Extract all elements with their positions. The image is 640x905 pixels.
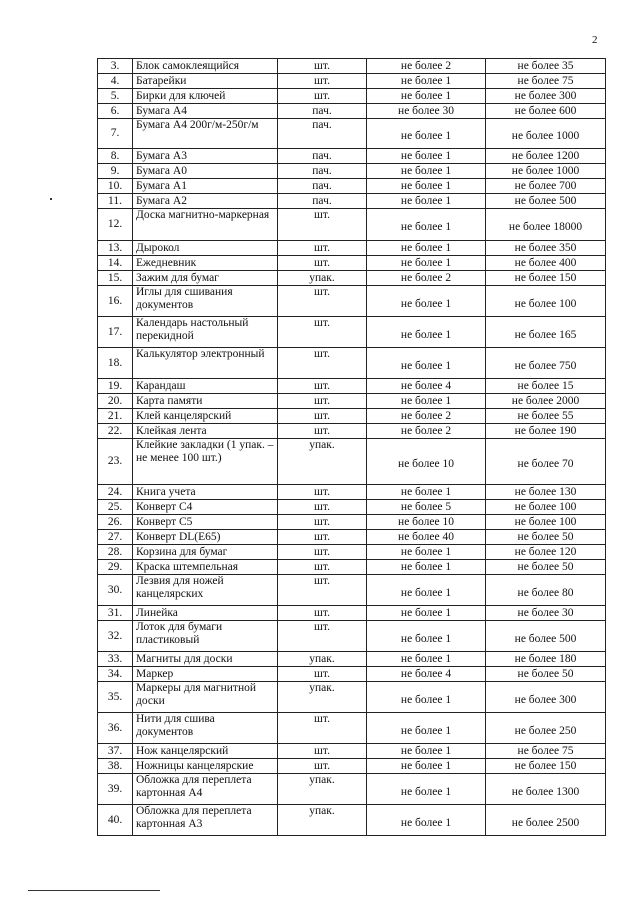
item-name: Календарь настольный перекидной — [133, 317, 278, 348]
item-quantity: не более 1 — [367, 149, 486, 164]
item-price: не более 50 — [486, 560, 606, 575]
item-number: 12. — [98, 209, 133, 241]
item-name: Книга учета — [133, 485, 278, 500]
item-name: Краска штемпельная — [133, 560, 278, 575]
item-number: 18. — [98, 348, 133, 379]
item-quantity: не более 1 — [367, 256, 486, 271]
item-name: Лезвия для ножей канцелярских — [133, 575, 278, 606]
item-unit: пач. — [278, 104, 367, 119]
table-row — [98, 317, 606, 348]
item-quantity: не более 2 — [367, 409, 486, 424]
table-row — [98, 485, 606, 500]
item-unit: упак. — [278, 805, 367, 836]
item-price: не более 2000 — [486, 394, 606, 409]
item-unit: шт. — [278, 74, 367, 89]
table-row — [98, 241, 606, 256]
item-name: Конверт С4 — [133, 500, 278, 515]
item-unit: пач. — [278, 149, 367, 164]
item-number: 14. — [98, 256, 133, 271]
table-row — [98, 256, 606, 271]
item-name: Дырокол — [133, 241, 278, 256]
table-row — [98, 164, 606, 179]
item-number: 23. — [98, 439, 133, 485]
table-row — [98, 774, 606, 805]
item-quantity: не более 1 — [367, 652, 486, 667]
item-quantity: не более 4 — [367, 379, 486, 394]
item-unit: шт. — [278, 209, 367, 241]
item-number: 32. — [98, 621, 133, 652]
item-unit: упак. — [278, 774, 367, 805]
item-name: Клейкая лента — [133, 424, 278, 439]
item-price: не более 120 — [486, 545, 606, 560]
item-number: 30. — [98, 575, 133, 606]
item-name: Клейкие закладки (1 упак. – не менее 100 шт.) — [133, 439, 278, 485]
item-price: не более 300 — [486, 89, 606, 104]
item-price: не более 15 — [486, 379, 606, 394]
item-quantity: не более 1 — [367, 348, 486, 379]
item-unit: упак. — [278, 652, 367, 667]
item-number: 10. — [98, 179, 133, 194]
item-price: не более 50 — [486, 530, 606, 545]
item-quantity: не более 10 — [367, 515, 486, 530]
item-price: не более 1000 — [486, 164, 606, 179]
item-price: не более 250 — [486, 713, 606, 744]
item-number: 22. — [98, 424, 133, 439]
table-row — [98, 515, 606, 530]
item-number: 33. — [98, 652, 133, 667]
item-quantity: не более 1 — [367, 74, 486, 89]
table-row — [98, 621, 606, 652]
table-row — [98, 439, 606, 485]
table-row — [98, 74, 606, 89]
item-number: 29. — [98, 560, 133, 575]
item-unit: шт. — [278, 575, 367, 606]
item-name: Маркеры для магнитной доски — [133, 682, 278, 713]
item-quantity: не более 1 — [367, 286, 486, 317]
item-unit: упак. — [278, 682, 367, 713]
table-row — [98, 286, 606, 317]
item-price: не более 300 — [486, 682, 606, 713]
item-name: Батарейки — [133, 74, 278, 89]
item-number: 4. — [98, 74, 133, 89]
table-row — [98, 89, 606, 104]
item-price: не более 750 — [486, 348, 606, 379]
item-unit: шт. — [278, 545, 367, 560]
supplies-table-body — [98, 59, 606, 836]
table-row — [98, 149, 606, 164]
item-price: не более 70 — [486, 439, 606, 485]
item-quantity: не более 1 — [367, 179, 486, 194]
item-name: Нити для сшива документов — [133, 713, 278, 744]
item-name: Бумага А4 — [133, 104, 278, 119]
item-number: 7. — [98, 119, 133, 149]
table-row — [98, 545, 606, 560]
item-number: 24. — [98, 485, 133, 500]
item-name: Карта памяти — [133, 394, 278, 409]
item-number: 3. — [98, 59, 133, 74]
item-name: Бирки для ключей — [133, 89, 278, 104]
item-quantity: не более 2 — [367, 271, 486, 286]
item-number: 9. — [98, 164, 133, 179]
table-row — [98, 606, 606, 621]
item-name: Обложка для переплета картонная А3 — [133, 805, 278, 836]
item-quantity: не более 1 — [367, 759, 486, 774]
item-quantity: не более 1 — [367, 394, 486, 409]
item-quantity: не более 1 — [367, 744, 486, 759]
item-unit: упак. — [278, 439, 367, 485]
table-row — [98, 394, 606, 409]
table-row — [98, 59, 606, 74]
item-unit: шт. — [278, 500, 367, 515]
item-number: 20. — [98, 394, 133, 409]
item-number: 40. — [98, 805, 133, 836]
item-name: Корзина для бумаг — [133, 545, 278, 560]
item-price: не более 75 — [486, 74, 606, 89]
item-name: Бумага А4 200г/м-250г/м — [133, 119, 278, 149]
item-name: Блок самоклеящийся — [133, 59, 278, 74]
item-number: 35. — [98, 682, 133, 713]
item-price: не более 2500 — [486, 805, 606, 836]
item-name: Нож канцелярский — [133, 744, 278, 759]
item-price: не более 75 — [486, 744, 606, 759]
table-row — [98, 682, 606, 713]
item-unit: пач. — [278, 164, 367, 179]
item-quantity: не более 1 — [367, 209, 486, 241]
item-unit: шт. — [278, 485, 367, 500]
table-row — [98, 409, 606, 424]
item-name: Доска магнитно-маркерная — [133, 209, 278, 241]
item-unit: шт. — [278, 606, 367, 621]
item-price: не более 35 — [486, 59, 606, 74]
item-quantity: не более 1 — [367, 485, 486, 500]
item-price: не более 150 — [486, 759, 606, 774]
item-unit: шт. — [278, 379, 367, 394]
supplies-table — [97, 58, 606, 836]
item-number: 25. — [98, 500, 133, 515]
item-quantity: не более 1 — [367, 317, 486, 348]
footer-rule — [28, 890, 160, 891]
item-quantity: не более 1 — [367, 682, 486, 713]
table-row — [98, 500, 606, 515]
table-row — [98, 667, 606, 682]
item-quantity: не более 1 — [367, 545, 486, 560]
item-unit: пач. — [278, 119, 367, 149]
item-number: 8. — [98, 149, 133, 164]
item-unit: пач. — [278, 179, 367, 194]
item-quantity: не более 10 — [367, 439, 486, 485]
item-name: Иглы для сшивания документов — [133, 286, 278, 317]
item-number: 28. — [98, 545, 133, 560]
table-row — [98, 104, 606, 119]
item-price: не более 55 — [486, 409, 606, 424]
item-number: 21. — [98, 409, 133, 424]
table-row — [98, 759, 606, 774]
item-number: 19. — [98, 379, 133, 394]
item-quantity: не более 1 — [367, 241, 486, 256]
item-number: 26. — [98, 515, 133, 530]
item-price: не более 350 — [486, 241, 606, 256]
item-name: Конверт С5 — [133, 515, 278, 530]
item-price: не более 500 — [486, 621, 606, 652]
item-quantity: не более 1 — [367, 621, 486, 652]
item-number: 37. — [98, 744, 133, 759]
item-unit: шт. — [278, 621, 367, 652]
item-quantity: не более 1 — [367, 89, 486, 104]
item-unit: шт. — [278, 744, 367, 759]
item-name: Бумага А3 — [133, 149, 278, 164]
item-price: не более 500 — [486, 194, 606, 209]
item-price: не более 100 — [486, 515, 606, 530]
item-price: не более 130 — [486, 485, 606, 500]
item-quantity: не более 1 — [367, 575, 486, 606]
table-row — [98, 652, 606, 667]
item-unit: шт. — [278, 515, 367, 530]
item-unit: шт. — [278, 256, 367, 271]
scan-speck — [50, 198, 52, 200]
item-quantity: не более 1 — [367, 560, 486, 575]
item-number: 36. — [98, 713, 133, 744]
item-unit: шт. — [278, 560, 367, 575]
table-row — [98, 560, 606, 575]
item-price: не более 165 — [486, 317, 606, 348]
item-number: 17. — [98, 317, 133, 348]
item-unit: шт. — [278, 89, 367, 104]
item-number: 34. — [98, 667, 133, 682]
item-unit: шт. — [278, 424, 367, 439]
item-unit: шт. — [278, 317, 367, 348]
item-number: 5. — [98, 89, 133, 104]
item-price: не более 150 — [486, 271, 606, 286]
item-price: не более 1200 — [486, 149, 606, 164]
item-number: 27. — [98, 530, 133, 545]
item-quantity: не более 1 — [367, 774, 486, 805]
item-name: Обложка для переплета картонная А4 — [133, 774, 278, 805]
item-quantity: не более 4 — [367, 667, 486, 682]
item-name: Бумага А0 — [133, 164, 278, 179]
table-row — [98, 348, 606, 379]
item-number: 15. — [98, 271, 133, 286]
item-price: не более 80 — [486, 575, 606, 606]
item-quantity: не более 1 — [367, 164, 486, 179]
item-quantity: не более 1 — [367, 194, 486, 209]
page-number: 2 — [592, 34, 598, 46]
item-number: 31. — [98, 606, 133, 621]
table-row — [98, 744, 606, 759]
item-price: не более 1000 — [486, 119, 606, 149]
item-price: не более 18000 — [486, 209, 606, 241]
item-unit: шт. — [278, 241, 367, 256]
item-quantity: не более 1 — [367, 606, 486, 621]
item-quantity: не более 2 — [367, 59, 486, 74]
table-row — [98, 805, 606, 836]
item-unit: упак. — [278, 271, 367, 286]
item-quantity: не более 1 — [367, 805, 486, 836]
item-quantity: не более 40 — [367, 530, 486, 545]
item-name: Калькулятор электронный — [133, 348, 278, 379]
item-name: Конверт DL(Е65) — [133, 530, 278, 545]
item-price: не более 180 — [486, 652, 606, 667]
item-unit: шт. — [278, 713, 367, 744]
item-unit: шт. — [278, 530, 367, 545]
item-price: не более 100 — [486, 500, 606, 515]
item-name: Лоток для бумаги пластиковый — [133, 621, 278, 652]
table-row — [98, 271, 606, 286]
table-row — [98, 424, 606, 439]
table-row — [98, 209, 606, 241]
item-number: 16. — [98, 286, 133, 317]
item-price: не более 30 — [486, 606, 606, 621]
item-name: Линейка — [133, 606, 278, 621]
item-quantity: не более 1 — [367, 119, 486, 149]
item-unit: шт. — [278, 667, 367, 682]
item-name: Бумага А2 — [133, 194, 278, 209]
item-unit: шт. — [278, 348, 367, 379]
item-name: Клей канцелярский — [133, 409, 278, 424]
item-name: Бумага А1 — [133, 179, 278, 194]
table-row — [98, 530, 606, 545]
item-price: не более 600 — [486, 104, 606, 119]
item-unit: шт. — [278, 409, 367, 424]
item-name: Магниты для доски — [133, 652, 278, 667]
item-name: Ножницы канцелярские — [133, 759, 278, 774]
table-row — [98, 179, 606, 194]
table-row — [98, 575, 606, 606]
item-name: Зажим для бумаг — [133, 271, 278, 286]
table-row — [98, 713, 606, 744]
item-price: не более 190 — [486, 424, 606, 439]
item-quantity: не более 1 — [367, 713, 486, 744]
item-unit: пач. — [278, 194, 367, 209]
item-unit: шт. — [278, 394, 367, 409]
item-quantity: не более 2 — [367, 424, 486, 439]
item-price: не более 1300 — [486, 774, 606, 805]
item-name: Маркер — [133, 667, 278, 682]
item-unit: шт. — [278, 59, 367, 74]
table-row — [98, 119, 606, 149]
table-row — [98, 194, 606, 209]
item-quantity: не более 30 — [367, 104, 486, 119]
item-number: 6. — [98, 104, 133, 119]
table-row — [98, 379, 606, 394]
item-unit: шт. — [278, 286, 367, 317]
item-price: не более 100 — [486, 286, 606, 317]
item-name: Карандаш — [133, 379, 278, 394]
item-price: не более 50 — [486, 667, 606, 682]
item-unit: шт. — [278, 759, 367, 774]
item-price: не более 400 — [486, 256, 606, 271]
item-price: не более 700 — [486, 179, 606, 194]
item-quantity: не более 5 — [367, 500, 486, 515]
item-name: Ежедневник — [133, 256, 278, 271]
item-number: 39. — [98, 774, 133, 805]
item-number: 11. — [98, 194, 133, 209]
item-number: 38. — [98, 759, 133, 774]
item-number: 13. — [98, 241, 133, 256]
